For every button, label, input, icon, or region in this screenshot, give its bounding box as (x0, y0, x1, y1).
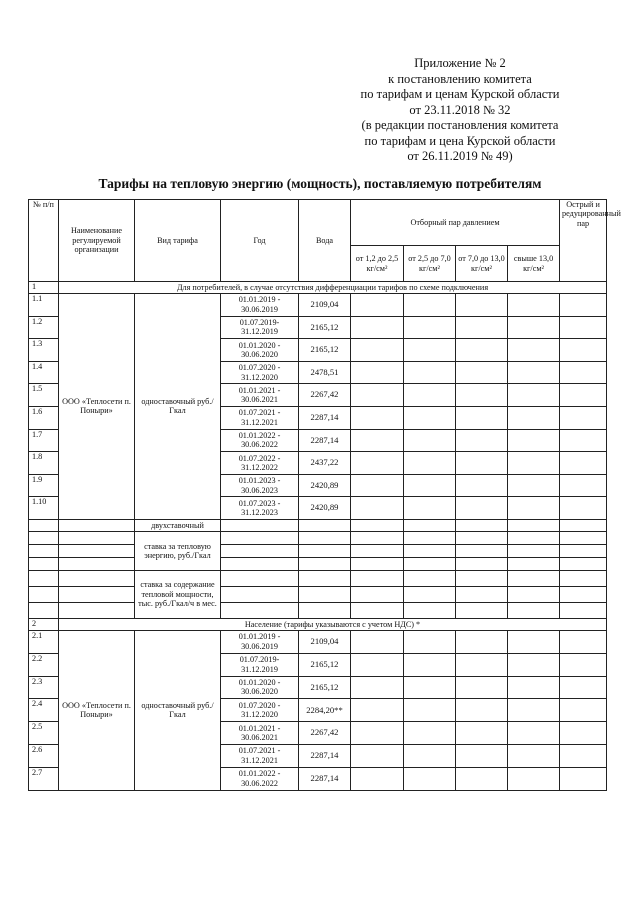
empty-cell (508, 474, 560, 497)
row-number: 1.9 (29, 474, 59, 497)
empty-cell (221, 531, 299, 544)
empty-cell (404, 474, 456, 497)
empty-cell (404, 361, 456, 384)
empty-cell (508, 452, 560, 475)
row-number (29, 519, 59, 531)
empty-cell (404, 676, 456, 699)
period-cell: 01.07.2019- 31.12.2019 (221, 316, 299, 339)
empty-cell (508, 602, 560, 618)
table-row (29, 294, 607, 317)
empty-cell (221, 570, 299, 586)
water-value: 2287,14 (299, 744, 351, 767)
empty-cell (351, 384, 404, 407)
water-value: 2109,04 (299, 294, 351, 317)
empty-cell (351, 570, 404, 586)
empty-cell (456, 429, 508, 452)
water-value: 2287,14 (299, 767, 351, 790)
empty-cell (299, 544, 351, 557)
empty-cell (404, 630, 456, 653)
water-value: 2267,42 (299, 384, 351, 407)
table-row (29, 531, 607, 544)
empty-cell (560, 630, 607, 653)
tariff-type: одноставочный руб./Гкал (135, 630, 221, 790)
water-value: 2165,12 (299, 339, 351, 362)
period-cell: 01.01.2022 - 30.06.2022 (221, 429, 299, 452)
empty-cell (221, 544, 299, 557)
empty-cell (456, 361, 508, 384)
empty-cell (404, 602, 456, 618)
tariff-type: одноставочный руб./Гкал (135, 294, 221, 520)
empty-cell (404, 316, 456, 339)
empty-cell (351, 653, 404, 676)
period-cell: 01.07.2020 - 31.12.2020 (221, 699, 299, 722)
empty-cell (404, 744, 456, 767)
period-cell: 01.07.2020 - 31.12.2020 (221, 361, 299, 384)
empty-cell (404, 767, 456, 790)
empty-cell (560, 722, 607, 745)
empty-cell (560, 339, 607, 362)
section-title: Население (тарифы указываются с учетом НДС) * (59, 618, 607, 630)
empty-cell (560, 544, 607, 557)
appendix-line: по тарифам и цена Курской области (364, 133, 556, 148)
empty-cell (404, 557, 456, 570)
period-cell: 01.07.2021 - 31.12.2021 (221, 744, 299, 767)
row-number: 1.2 (29, 316, 59, 339)
organization-name (59, 544, 135, 557)
empty-cell (221, 519, 299, 531)
table-row (29, 519, 607, 531)
row-number (29, 544, 59, 557)
section-number: 2 (29, 618, 59, 630)
tariff-table (28, 199, 621, 791)
empty-cell (508, 429, 560, 452)
empty-cell (456, 474, 508, 497)
empty-cell (404, 519, 456, 531)
row-number: 1.6 (29, 406, 59, 429)
header-steam: Отборный пар давлением (351, 200, 560, 246)
empty-cell (221, 586, 299, 602)
period-cell: 01.01.2020 - 30.06.2020 (221, 339, 299, 362)
organization-name: ООО «Теплосети п. Поныри» (59, 294, 135, 520)
empty-cell (508, 384, 560, 407)
two-rate-label: двухставочный (135, 519, 221, 531)
empty-cell (508, 722, 560, 745)
water-value: 2165,12 (299, 316, 351, 339)
empty-cell (456, 406, 508, 429)
section-row (29, 282, 607, 294)
appendix-header (330, 56, 590, 165)
empty-cell (456, 767, 508, 790)
table-row (29, 630, 607, 653)
empty-cell (508, 570, 560, 586)
water-value: 2284,20** (299, 699, 351, 722)
empty-cell (456, 676, 508, 699)
table-row (29, 557, 607, 570)
empty-cell (404, 544, 456, 557)
empty-cell (508, 653, 560, 676)
header-year: Год (221, 200, 299, 282)
empty-cell (456, 384, 508, 407)
empty-cell (560, 744, 607, 767)
subheader-pressure-3: от 7,0 до 13,0 кг/см² (456, 246, 508, 282)
empty-cell (351, 767, 404, 790)
empty-cell (351, 316, 404, 339)
organization-name (59, 531, 135, 544)
row-number: 2.6 (29, 744, 59, 767)
empty-cell (404, 384, 456, 407)
subheader-pressure-1: от 1,2 до 2,5 кг/см² (351, 246, 404, 282)
period-cell: 01.07.2023 - 31.12.2023 (221, 497, 299, 520)
empty-cell (221, 557, 299, 570)
water-value: 2420,89 (299, 474, 351, 497)
header-sharp-steam: Острый и редуцированный пар (560, 200, 607, 282)
period-cell: 01.01.2021 - 30.06.2021 (221, 384, 299, 407)
empty-cell (404, 497, 456, 520)
period-cell: 01.07.2022 - 31.12.2022 (221, 452, 299, 475)
row-number: 1.3 (29, 339, 59, 362)
empty-cell (560, 699, 607, 722)
organization-name (59, 557, 135, 570)
row-number: 1.10 (29, 497, 59, 520)
empty-cell (404, 429, 456, 452)
organization-name: ООО «Теплосети п. Поныри» (59, 630, 135, 790)
period-cell: 01.01.2022 - 30.06.2022 (221, 767, 299, 790)
row-number: 2.4 (29, 699, 59, 722)
water-value: 2165,12 (299, 676, 351, 699)
row-number: 1.7 (29, 429, 59, 452)
empty-cell (560, 316, 607, 339)
row-number: 1.8 (29, 452, 59, 475)
empty-cell (560, 570, 607, 586)
empty-cell (456, 602, 508, 618)
table-header-row (29, 200, 607, 246)
appendix-line: от 26.11.2019 № 49) (407, 149, 513, 163)
header-num: № п/п (29, 200, 59, 282)
empty-cell (351, 722, 404, 745)
period-cell: 01.01.2020 - 30.06.2020 (221, 676, 299, 699)
subheader-pressure-4: свыше 13,0 кг/см² (508, 246, 560, 282)
empty-cell (351, 744, 404, 767)
empty-cell (351, 531, 404, 544)
empty-cell (351, 497, 404, 520)
empty-cell (299, 557, 351, 570)
empty-cell (351, 519, 404, 531)
empty-cell (508, 316, 560, 339)
empty-cell (404, 339, 456, 362)
empty-cell (404, 570, 456, 586)
subheader-pressure-2: от 2,5 до 7,0 кг/см² (404, 246, 456, 282)
period-cell: 01.01.2019 - 30.06.2019 (221, 294, 299, 317)
appendix-line: от 23.11.2018 № 32 (409, 102, 511, 117)
section-title: Для потребителей, в случае отсутствия дифференциации тарифов по схеме подключения (59, 282, 607, 294)
empty-cell (456, 722, 508, 745)
empty-cell (508, 497, 560, 520)
row-number: 1.5 (29, 384, 59, 407)
empty-cell (456, 531, 508, 544)
section-row (29, 618, 607, 630)
table-row (29, 544, 607, 557)
empty-cell (508, 361, 560, 384)
empty-cell (456, 557, 508, 570)
empty-cell (560, 676, 607, 699)
empty-cell (560, 406, 607, 429)
period-cell: 01.01.2021 - 30.06.2021 (221, 722, 299, 745)
appendix-title: Приложение № 2 (414, 56, 506, 70)
empty-cell (508, 767, 560, 790)
empty-cell (560, 531, 607, 544)
empty-cell (404, 452, 456, 475)
empty-cell (456, 316, 508, 339)
empty-cell (221, 602, 299, 618)
row-number (29, 586, 59, 602)
period-cell: 01.01.2019 - 30.06.2019 (221, 630, 299, 653)
empty-cell (508, 744, 560, 767)
period-cell: 01.07.2019- 31.12.2019 (221, 653, 299, 676)
empty-cell (560, 519, 607, 531)
empty-cell (351, 557, 404, 570)
capacity-rate-label: ставка за содержание тепловой мощности, тыс. руб./Гкал/ч в мес. (135, 570, 221, 618)
water-value: 2287,14 (299, 406, 351, 429)
document-title: Тарифы на тепловую энергию (мощность), поставляемую потребителям (98, 176, 542, 191)
water-value: 2165,12 (299, 653, 351, 676)
empty-cell (456, 519, 508, 531)
row-number (29, 602, 59, 618)
empty-cell (299, 586, 351, 602)
empty-cell (404, 722, 456, 745)
row-number: 2.7 (29, 767, 59, 790)
empty-cell (299, 570, 351, 586)
empty-cell (404, 699, 456, 722)
appendix-line: (в редакции постановления комитета (361, 118, 559, 132)
empty-cell (508, 557, 560, 570)
empty-cell (351, 630, 404, 653)
empty-cell (351, 602, 404, 618)
row-number: 2.1 (29, 630, 59, 653)
empty-cell (456, 570, 508, 586)
row-number: 2.3 (29, 676, 59, 699)
empty-cell (560, 557, 607, 570)
header-water: Вода (299, 200, 351, 282)
table-row (29, 602, 607, 618)
appendix-line: к постановлению комитета (388, 71, 532, 86)
empty-cell (508, 406, 560, 429)
empty-cell (351, 474, 404, 497)
water-value: 2109,04 (299, 630, 351, 653)
section-number: 1 (29, 282, 59, 294)
water-value: 2287,14 (299, 429, 351, 452)
empty-cell (351, 586, 404, 602)
empty-cell (351, 452, 404, 475)
organization-name (59, 602, 135, 618)
organization-name (59, 570, 135, 586)
empty-cell (351, 699, 404, 722)
water-value: 2267,42 (299, 722, 351, 745)
empty-cell (456, 294, 508, 317)
empty-cell (508, 531, 560, 544)
empty-cell (456, 586, 508, 602)
water-value: 2478,51 (299, 361, 351, 384)
empty-cell (560, 653, 607, 676)
empty-cell (404, 531, 456, 544)
empty-cell (508, 339, 560, 362)
empty-cell (351, 544, 404, 557)
empty-cell (456, 497, 508, 520)
empty-cell (351, 429, 404, 452)
empty-cell (560, 602, 607, 618)
empty-cell (508, 630, 560, 653)
empty-cell (508, 544, 560, 557)
table-row (29, 570, 607, 586)
empty-cell (456, 699, 508, 722)
empty-cell (351, 294, 404, 317)
empty-cell (456, 544, 508, 557)
empty-cell (560, 586, 607, 602)
empty-cell (404, 406, 456, 429)
empty-cell (560, 474, 607, 497)
empty-cell (456, 744, 508, 767)
empty-cell (560, 497, 607, 520)
empty-cell (299, 531, 351, 544)
empty-cell (560, 294, 607, 317)
empty-cell (351, 406, 404, 429)
period-cell: 01.01.2023 - 30.06.2023 (221, 474, 299, 497)
row-number (29, 570, 59, 586)
table-row (29, 586, 607, 602)
header-tariff-type: Вид тарифа (135, 200, 221, 282)
empty-cell (560, 452, 607, 475)
appendix-line: по тарифам и ценам Курской области (360, 87, 560, 101)
row-number (29, 531, 59, 544)
row-number: 2.2 (29, 653, 59, 676)
row-number: 1.4 (29, 361, 59, 384)
water-value: 2420,89 (299, 497, 351, 520)
row-number (29, 557, 59, 570)
empty-cell (351, 339, 404, 362)
empty-cell (560, 361, 607, 384)
empty-cell (404, 586, 456, 602)
empty-cell (299, 602, 351, 618)
empty-cell (560, 429, 607, 452)
empty-cell (404, 653, 456, 676)
organization-name (59, 519, 135, 531)
empty-cell (404, 294, 456, 317)
row-number: 2.5 (29, 722, 59, 745)
row-number: 1.1 (29, 294, 59, 317)
period-cell: 01.07.2021 - 31.12.2021 (221, 406, 299, 429)
empty-cell (508, 294, 560, 317)
empty-cell (508, 519, 560, 531)
empty-cell (299, 519, 351, 531)
water-value: 2437,22 (299, 452, 351, 475)
empty-cell (456, 339, 508, 362)
empty-cell (508, 699, 560, 722)
energy-rate-label: ставка за тепловую энергию, руб./Гкал (135, 531, 221, 570)
empty-cell (508, 586, 560, 602)
empty-cell (456, 653, 508, 676)
empty-cell (351, 676, 404, 699)
organization-name (59, 586, 135, 602)
empty-cell (560, 767, 607, 790)
empty-cell (456, 452, 508, 475)
empty-cell (560, 384, 607, 407)
empty-cell (351, 361, 404, 384)
empty-cell (508, 676, 560, 699)
empty-cell (456, 630, 508, 653)
header-org: Наименование регулируемой организации (59, 200, 135, 282)
